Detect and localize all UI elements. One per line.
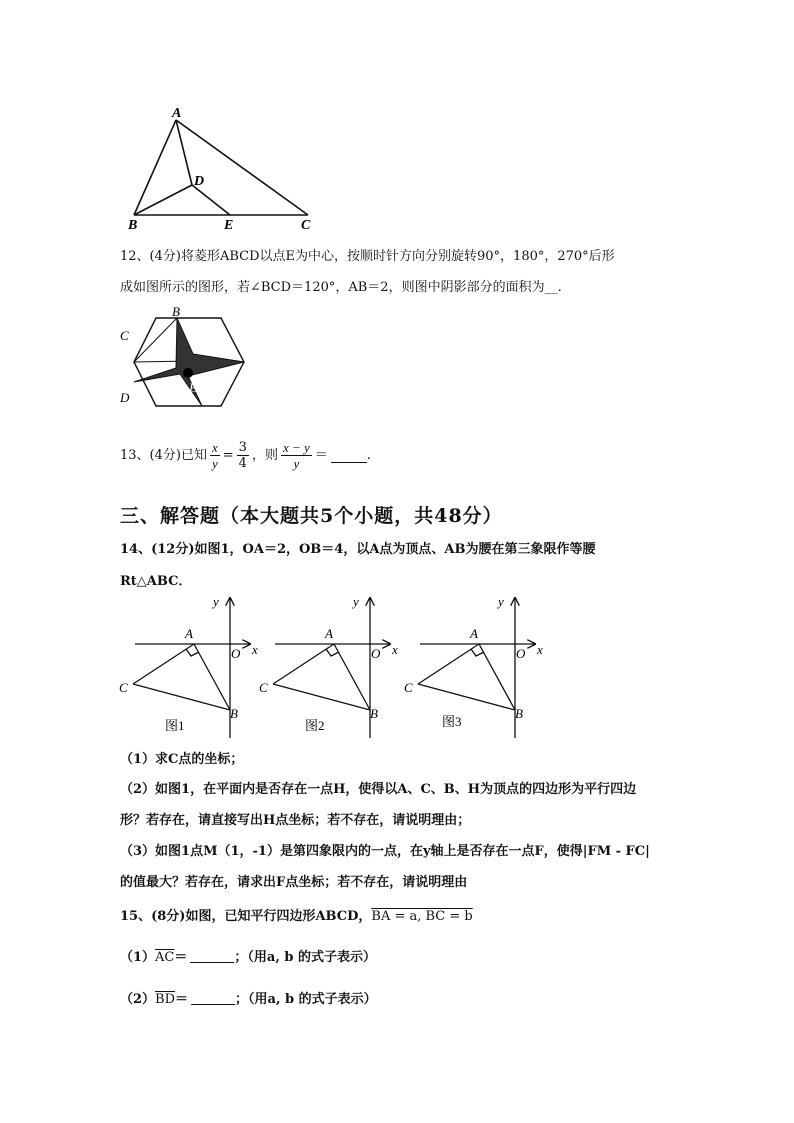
q14-line2: Rt△ABC． — [120, 574, 192, 589]
q13-suffix: ＝ — [314, 447, 328, 463]
q14-number: 14、(12分) — [120, 542, 195, 557]
fig1-y: y — [213, 594, 219, 609]
q13-end: . — [366, 447, 371, 463]
coordinate-figures — [115, 592, 555, 742]
fig3-a: A — [470, 626, 478, 641]
fig3-o: O — [516, 646, 526, 661]
q12-line2: 成如图所示的图形，若∠BCD＝120°，AB＝2，则图中阴影部分的面积为__. — [120, 280, 562, 295]
fig2-b: B — [370, 706, 378, 721]
vector-bd: $\overline{BD}$ — [155, 992, 176, 1007]
q12-number: 12、(4分) — [120, 249, 181, 264]
fig2-caption: 图2 — [305, 718, 325, 733]
q12-text-1: 将菱形ABCD以点E为中心，按顺时针方向分别旋转90°，180°，270°后形 — [180, 249, 615, 264]
figure-2 — [259, 594, 398, 738]
rhombus-rotation-figure — [116, 302, 256, 410]
fig12-label-b: B — [172, 304, 180, 319]
fig3-caption: 图3 — [442, 714, 462, 729]
fig1-b: B — [230, 706, 238, 721]
q14-sub3-line2: 的值最大？若存在，请求出F点坐标；若不存在，请说明理由 — [120, 875, 468, 890]
fig12-label-c: C — [120, 328, 129, 343]
fig11-label-b: B — [128, 218, 138, 230]
q15-sub2-tail: ；（用a, b 的式子表示） — [235, 992, 377, 1007]
q15-sub2-label: （2） — [120, 992, 156, 1007]
q15-sub1 — [120, 948, 376, 968]
q14-line1 — [120, 540, 596, 560]
q15-sub2 — [120, 990, 377, 1010]
fig12-label-d: D — [120, 390, 130, 405]
fig11-label-c: C — [301, 218, 311, 230]
fig1-x: x — [252, 642, 258, 657]
fig2-c: C — [259, 680, 268, 695]
fig2-x: x — [392, 642, 398, 657]
q13-equals: = — [222, 447, 234, 463]
fig2-y: y — [353, 594, 359, 609]
fraction-x-over-y: $\frac{x}{y}$ — [211, 440, 218, 471]
fig11-label-a: A — [172, 106, 182, 121]
q13-prefix: 已知 — [180, 447, 207, 463]
q13-answer-blank[interactable] — [331, 448, 367, 463]
q15-number: 15、(8分) — [120, 909, 186, 924]
fig11-label-d: D — [194, 174, 205, 189]
q15-sub1-blank[interactable] — [190, 948, 234, 963]
q15-line — [120, 907, 473, 927]
fig1-c: C — [119, 680, 128, 695]
fraction-x-minus-y-over-y: $\frac{x - y}{y}$ — [282, 440, 310, 471]
fig11-label-e: E — [224, 218, 234, 230]
fig1-o: O — [231, 646, 241, 661]
q14-sub2-line1: （2）如图1，在平面内是否存在一点H，使得以A、C、B、H为顶点的四边形为平行四边 — [120, 782, 637, 797]
q13-mid: ，则 — [251, 447, 278, 463]
q13-number: 13、(4分) — [120, 447, 181, 463]
q15-sub2-blank[interactable] — [191, 990, 235, 1005]
vector-ac: $\overline{AC}$ — [155, 950, 175, 965]
q14-sub2-line2: 形？若存在，请直接写出H点坐标；若不存在，请说明理由； — [120, 813, 471, 828]
fig1-a: A — [185, 626, 193, 641]
q15-sub1-eq: ＝ — [174, 950, 188, 965]
q15-sub1-label: （1） — [120, 950, 156, 965]
fig1-caption: 图1 — [165, 718, 185, 733]
fig2-a: A — [325, 626, 333, 641]
q13 — [120, 440, 371, 471]
section-title: 三、解答题（本大题共5个小题，共48分） — [120, 505, 503, 527]
fig3-c: C — [404, 680, 413, 695]
q14-sub3-line1: （3）如图1点M（1，-1）是第四象限内的一点，在y轴上是否存在一点F，使得|FM - FC| — [120, 844, 650, 859]
fig12-label-a: A — [160, 348, 168, 363]
q15-sub2-eq: ＝ — [175, 992, 189, 1007]
fraction-3-over-4: $\frac{3}{4}$ — [238, 440, 247, 471]
figure-1 — [119, 594, 258, 738]
triangle-figure — [120, 105, 330, 230]
q12-line1 — [120, 247, 615, 267]
q15-vector-given: BA = a, BC = b — [371, 909, 473, 924]
fig3-b: B — [515, 706, 523, 721]
fig3-y: y — [498, 594, 504, 609]
q15-sub1-tail: ；（用a, b 的式子表示） — [234, 950, 376, 965]
q14-text-1: 如图1，OA＝2，OB＝4，以A点为顶点、AB为腰在第三象限作等腰 — [194, 542, 596, 557]
q15-text: 如图，已知平行四边形ABCD， — [185, 909, 372, 924]
fig3-x: x — [537, 642, 543, 657]
fig12-label-e: E — [189, 380, 197, 395]
q14-sub1: （1）求C点的坐标； — [120, 752, 244, 767]
figure-3 — [404, 594, 543, 738]
fig2-o: O — [371, 646, 381, 661]
